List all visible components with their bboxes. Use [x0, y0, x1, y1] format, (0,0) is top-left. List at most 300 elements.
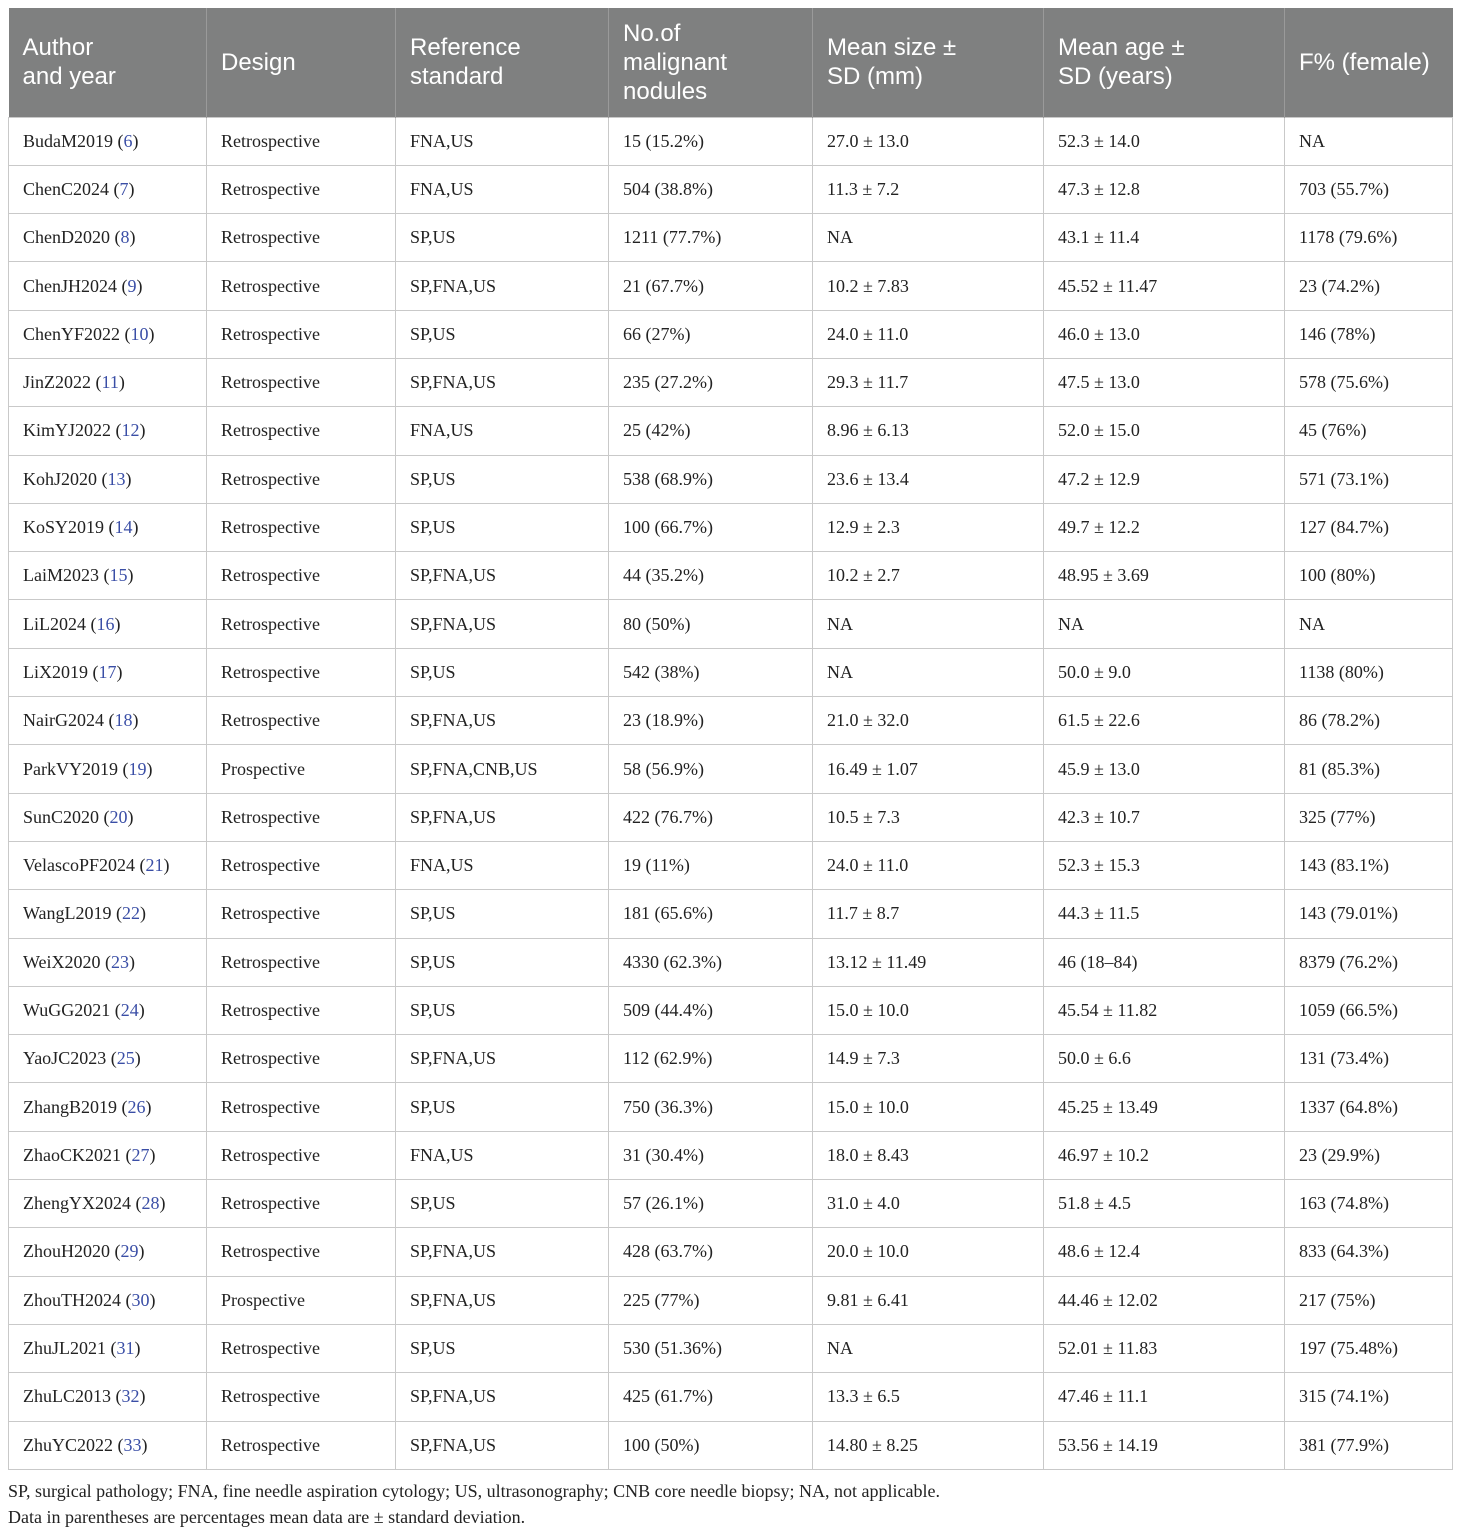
malignant-nodules-cell: 1211 (77.7%): [609, 214, 813, 262]
female-percent-cell: 8379 (76.2%): [1285, 938, 1453, 986]
column-header: [396, 8, 609, 117]
reference-standard-cell: SP,FNA,US: [396, 1373, 609, 1421]
malignant-nodules-cell: 530 (51.36%): [609, 1324, 813, 1372]
reference-standard-cell: SP,US: [396, 938, 609, 986]
reference-link[interactable]: 13: [107, 468, 126, 489]
female-percent-cell: 23 (29.9%): [1285, 1131, 1453, 1179]
author-name: ZhouH2020: [23, 1241, 110, 1262]
mean-age-cell: 47.46 ± 11.1: [1044, 1373, 1285, 1421]
mean-size-cell: 11.7 ± 8.7: [813, 890, 1044, 938]
reference-link[interactable]: 27: [131, 1144, 150, 1165]
reference-standard-cell: FNA,US: [396, 1131, 609, 1179]
column-header: [1044, 8, 1285, 117]
author-cell: [9, 552, 207, 600]
mean-size-cell: 14.80 ± 8.25: [813, 1421, 1044, 1469]
reference-standard-cell: SP,FNA,US: [396, 552, 609, 600]
table-row: [9, 455, 1453, 503]
ref-open-paren: (: [99, 565, 110, 586]
design-cell: Retrospective: [207, 938, 396, 986]
female-percent-cell: 381 (77.9%): [1285, 1421, 1453, 1469]
malignant-nodules-cell: 225 (77%): [609, 1276, 813, 1324]
author-cell: [9, 1421, 207, 1469]
ref-open-paren: (: [97, 468, 108, 489]
author-name: ZhuYC2022: [23, 1434, 113, 1455]
mean-size-cell: 20.0 ± 10.0: [813, 1228, 1044, 1276]
malignant-nodules-cell: 428 (63.7%): [609, 1228, 813, 1276]
female-percent-cell: 127 (84.7%): [1285, 503, 1453, 551]
design-cell: Retrospective: [207, 358, 396, 406]
malignant-nodules-cell: 100 (50%): [609, 1421, 813, 1469]
table-body: [9, 117, 1453, 1469]
author-name: KohJ2020: [23, 468, 98, 489]
female-percent-cell: 1337 (64.8%): [1285, 1083, 1453, 1131]
reference-link[interactable]: 7: [119, 178, 129, 199]
design-cell: Retrospective: [207, 793, 396, 841]
malignant-nodules-cell: 15 (15.2%): [609, 117, 813, 165]
malignant-nodules-cell: 538 (68.9%): [609, 455, 813, 503]
malignant-nodules-cell: 23 (18.9%): [609, 697, 813, 745]
reference-standard-cell: SP,FNA,US: [396, 793, 609, 841]
mean-size-cell: 14.9 ± 7.3: [813, 1035, 1044, 1083]
ref-open-paren: (: [91, 372, 102, 393]
ref-close-paren: ): [163, 855, 170, 876]
reference-link[interactable]: 26: [127, 1096, 146, 1117]
reference-link[interactable]: 31: [116, 1338, 135, 1359]
design-cell: Retrospective: [207, 1180, 396, 1228]
author-cell: [9, 793, 207, 841]
design-cell: Retrospective: [207, 1083, 396, 1131]
ref-close-paren: ): [114, 613, 121, 634]
reference-link[interactable]: 32: [121, 1386, 140, 1407]
malignant-nodules-cell: 58 (56.9%): [609, 745, 813, 793]
author-name: WangL2019: [23, 903, 112, 924]
reference-link[interactable]: 28: [141, 1193, 160, 1214]
mean-size-cell: 21.0 ± 32.0: [813, 697, 1044, 745]
author-cell: [9, 745, 207, 793]
ref-open-paren: (: [110, 227, 121, 248]
female-percent-cell: 81 (85.3%): [1285, 745, 1453, 793]
author-cell: [9, 1228, 207, 1276]
column-header-line: and year: [22, 63, 116, 91]
reference-link[interactable]: 12: [121, 420, 140, 441]
author-name: ZhengYX2024: [23, 1193, 131, 1214]
ref-close-paren: ): [136, 275, 143, 296]
ref-close-paren: ): [141, 1434, 148, 1455]
table-row: [9, 1276, 1453, 1324]
mean-size-cell: NA: [813, 600, 1044, 648]
malignant-nodules-cell: 44 (35.2%): [609, 552, 813, 600]
ref-open-paren: (: [111, 903, 123, 924]
mean-age-cell: 47.5 ± 13.0: [1044, 358, 1285, 406]
author-cell: [9, 1373, 207, 1421]
author-cell: [9, 407, 207, 455]
mean-age-cell: 43.1 ± 11.4: [1044, 214, 1285, 262]
reference-link[interactable]: 20: [109, 806, 128, 827]
reference-link[interactable]: 22: [122, 903, 141, 924]
author-cell: [9, 1324, 207, 1372]
table-row: [9, 1421, 1453, 1469]
ref-close-paren: ): [132, 710, 139, 731]
malignant-nodules-cell: 750 (36.3%): [609, 1083, 813, 1131]
mean-size-cell: 8.96 ± 6.13: [813, 407, 1044, 455]
column-header-line: malignant: [623, 48, 728, 76]
female-percent-cell: NA: [1285, 117, 1453, 165]
mean-size-cell: 13.12 ± 11.49: [813, 938, 1044, 986]
ref-close-paren: ): [128, 178, 135, 199]
author-cell: [9, 648, 207, 696]
reference-link[interactable]: 11: [101, 372, 119, 393]
author-cell: [9, 938, 207, 986]
ref-close-paren: ): [132, 130, 139, 151]
mean-age-cell: 42.3 ± 10.7: [1044, 793, 1285, 841]
ref-close-paren: ): [127, 806, 134, 827]
ref-open-paren: (: [111, 420, 122, 441]
author-cell: [9, 358, 207, 406]
ref-open-paren: (: [99, 806, 110, 827]
reference-link[interactable]: 16: [96, 613, 115, 634]
mean-size-cell: NA: [813, 648, 1044, 696]
reference-standard-cell: SP,FNA,US: [396, 1421, 609, 1469]
design-cell: Retrospective: [207, 1373, 396, 1421]
mean-age-cell: 52.3 ± 14.0: [1044, 117, 1285, 165]
female-percent-cell: 703 (55.7%): [1285, 165, 1453, 213]
ref-close-paren: ): [138, 999, 145, 1020]
reference-standard-cell: SP,US: [396, 1324, 609, 1372]
author-cell: [9, 214, 207, 262]
reference-standard-cell: FNA,US: [396, 165, 609, 213]
ref-open-paren: (: [86, 613, 97, 634]
mean-size-cell: 31.0 ± 4.0: [813, 1180, 1044, 1228]
mean-age-cell: 45.25 ± 13.49: [1044, 1083, 1285, 1131]
reference-standard-cell: FNA,US: [396, 407, 609, 455]
mean-age-cell: 52.0 ± 15.0: [1044, 407, 1285, 455]
female-percent-cell: 146 (78%): [1285, 310, 1453, 358]
reference-standard-cell: SP,US: [396, 455, 609, 503]
column-header: [813, 8, 1044, 117]
author-cell: [9, 1083, 207, 1131]
author-cell: [9, 262, 207, 310]
table-row: [9, 1035, 1453, 1083]
table-row: [9, 358, 1453, 406]
ref-open-paren: (: [106, 1338, 117, 1359]
column-header-line: Design: [221, 48, 296, 76]
ref-close-paren: ): [134, 1048, 141, 1069]
mean-size-cell: 12.9 ± 2.3: [813, 503, 1044, 551]
design-cell: Retrospective: [207, 1131, 396, 1179]
design-cell: Retrospective: [207, 1035, 396, 1083]
table-footnotes: [8, 1478, 940, 1530]
reference-link[interactable]: 21: [145, 855, 164, 876]
author-name: ZhuLC2013: [23, 1386, 111, 1407]
table-row: [9, 986, 1453, 1034]
ref-open-paren: (: [121, 1144, 132, 1165]
mean-age-cell: 50.0 ± 9.0: [1044, 648, 1285, 696]
female-percent-cell: 833 (64.3%): [1285, 1228, 1453, 1276]
reference-link[interactable]: 30: [131, 1289, 150, 1310]
table-row: [9, 1131, 1453, 1179]
female-percent-cell: 163 (74.8%): [1285, 1180, 1453, 1228]
female-percent-cell: 143 (79.01%): [1285, 890, 1453, 938]
ref-close-paren: ): [118, 372, 125, 393]
table-row: [9, 890, 1453, 938]
reference-link[interactable]: 29: [120, 1241, 139, 1262]
mean-size-cell: 13.3 ± 6.5: [813, 1373, 1044, 1421]
ref-close-paren: ): [138, 1241, 145, 1262]
ref-open-paren: (: [104, 517, 115, 538]
author-cell: [9, 165, 207, 213]
column-header: [609, 8, 813, 117]
mean-size-cell: 15.0 ± 10.0: [813, 986, 1044, 1034]
reference-standard-cell: SP,US: [396, 890, 609, 938]
ref-close-paren: ): [146, 758, 153, 779]
author-name: BudaM2019: [23, 130, 113, 151]
table-row: [9, 938, 1453, 986]
reference-link[interactable]: 25: [116, 1048, 135, 1069]
column-header-line: Mean size ±: [827, 34, 957, 62]
mean-size-cell: 9.81 ± 6.41: [813, 1276, 1044, 1324]
reference-link[interactable]: 6: [123, 130, 133, 151]
table-row: [9, 1083, 1453, 1131]
design-cell: Retrospective: [207, 117, 396, 165]
author-name: ZhuJL2021: [23, 1338, 106, 1359]
author-name: WuGG2021: [23, 999, 111, 1020]
reference-standard-cell: SP,FNA,CNB,US: [396, 745, 609, 793]
ref-open-paren: (: [110, 999, 121, 1020]
column-header-line: Mean age ±: [1058, 34, 1185, 62]
female-percent-cell: 143 (83.1%): [1285, 841, 1453, 889]
design-cell: Retrospective: [207, 165, 396, 213]
table-row: [9, 1180, 1453, 1228]
mean-size-cell: 10.2 ± 2.7: [813, 552, 1044, 600]
ref-close-paren: ): [132, 517, 139, 538]
table-row: [9, 841, 1453, 889]
column-header-line: standard: [410, 63, 504, 91]
author-cell: [9, 1035, 207, 1083]
column-header-line: SD (years): [1058, 63, 1173, 91]
reference-link[interactable]: 19: [128, 758, 147, 779]
mean-age-cell: 47.2 ± 12.9: [1044, 455, 1285, 503]
mean-age-cell: 45.54 ± 11.82: [1044, 986, 1285, 1034]
mean-size-cell: NA: [813, 214, 1044, 262]
footnote-abbreviations: SP, surgical pathology; FNA, fine needle aspiration cytology; US, ultrasonography; CNB core needle biopsy; NA, not applicable.: [8, 1481, 941, 1501]
design-cell: Retrospective: [207, 986, 396, 1034]
ref-open-paren: (: [117, 1096, 128, 1117]
column-header-line: nodules: [623, 77, 708, 105]
ref-close-paren: ): [139, 1386, 146, 1407]
ref-close-paren: ): [148, 323, 155, 344]
table-row: [9, 503, 1453, 551]
ref-open-paren: (: [113, 130, 124, 151]
reference-link[interactable]: 24: [120, 999, 139, 1020]
table-row: [9, 165, 1453, 213]
reference-link[interactable]: 18: [114, 710, 133, 731]
table-row: [9, 745, 1453, 793]
malignant-nodules-cell: 21 (67.7%): [609, 262, 813, 310]
mean-size-cell: 24.0 ± 11.0: [813, 310, 1044, 358]
female-percent-cell: 1178 (79.6%): [1285, 214, 1453, 262]
reference-standard-cell: SP,US: [396, 214, 609, 262]
mean-age-cell: 61.5 ± 22.6: [1044, 697, 1285, 745]
reference-link[interactable]: 10: [130, 323, 149, 344]
female-percent-cell: 86 (78.2%): [1285, 697, 1453, 745]
design-cell: Retrospective: [207, 262, 396, 310]
author-name: ChenD2020: [23, 227, 110, 248]
mean-age-cell: 46.97 ± 10.2: [1044, 1131, 1285, 1179]
reference-standard-cell: SP,FNA,US: [396, 600, 609, 648]
author-cell: [9, 503, 207, 551]
author-cell: [9, 1276, 207, 1324]
reference-standard-cell: SP,US: [396, 1083, 609, 1131]
column-header: [1285, 8, 1453, 117]
author-cell: [9, 455, 207, 503]
ref-open-paren: (: [103, 710, 115, 731]
reference-link[interactable]: 15: [109, 565, 128, 586]
column-header-line: Author: [22, 34, 94, 62]
mean-age-cell: 48.6 ± 12.4: [1044, 1228, 1285, 1276]
malignant-nodules-cell: 422 (76.7%): [609, 793, 813, 841]
reference-link[interactable]: 8: [120, 227, 130, 248]
column-header-line: F% (female): [1299, 48, 1430, 76]
reference-standard-cell: SP,US: [396, 648, 609, 696]
author-cell: [9, 890, 207, 938]
ref-close-paren: ): [134, 1338, 141, 1359]
mean-size-cell: 16.49 ± 1.07: [813, 745, 1044, 793]
malignant-nodules-cell: 425 (61.7%): [609, 1373, 813, 1421]
ref-open-paren: (: [88, 661, 99, 682]
mean-age-cell: 49.7 ± 12.2: [1044, 503, 1285, 551]
design-cell: Retrospective: [207, 1228, 396, 1276]
design-cell: Retrospective: [207, 841, 396, 889]
author-name: KimYJ2022: [23, 420, 112, 441]
reference-standard-cell: SP,FNA,US: [396, 1276, 609, 1324]
reference-standard-cell: SP,FNA,US: [396, 1228, 609, 1276]
mean-size-cell: 10.5 ± 7.3: [813, 793, 1044, 841]
reference-standard-cell: FNA,US: [396, 841, 609, 889]
mean-age-cell: 50.0 ± 6.6: [1044, 1035, 1285, 1083]
mean-size-cell: 29.3 ± 11.7: [813, 358, 1044, 406]
reference-standard-cell: FNA,US: [396, 117, 609, 165]
female-percent-cell: 571 (73.1%): [1285, 455, 1453, 503]
mean-age-cell: 53.56 ± 14.19: [1044, 1421, 1285, 1469]
footnote-data-note: Data in parentheses are percentages mean data are ± standard deviation.: [8, 1507, 526, 1527]
table-row: [9, 648, 1453, 696]
reference-link[interactable]: 33: [123, 1434, 142, 1455]
reference-link[interactable]: 17: [98, 661, 117, 682]
ref-open-paren: (: [118, 758, 129, 779]
author-name: ZhaoCK2021: [23, 1144, 121, 1165]
female-percent-cell: 315 (74.1%): [1285, 1373, 1453, 1421]
table-row: [9, 600, 1453, 648]
ref-open-paren: (: [130, 1193, 142, 1214]
author-name: SunC2020: [23, 806, 100, 827]
ref-open-paren: (: [110, 1241, 121, 1262]
author-name: WeiX2020: [23, 951, 101, 972]
column-header: [207, 8, 396, 117]
author-cell: [9, 600, 207, 648]
female-percent-cell: 45 (76%): [1285, 407, 1453, 455]
ref-close-paren: ): [127, 565, 134, 586]
author-name: ZhangB2019: [23, 1096, 117, 1117]
mean-age-cell: 52.3 ± 15.3: [1044, 841, 1285, 889]
reference-standard-cell: SP,US: [396, 503, 609, 551]
malignant-nodules-cell: 181 (65.6%): [609, 890, 813, 938]
ref-open-paren: (: [135, 855, 146, 876]
mean-size-cell: 18.0 ± 8.43: [813, 1131, 1044, 1179]
female-percent-cell: 100 (80%): [1285, 552, 1453, 600]
malignant-nodules-cell: 112 (62.9%): [609, 1035, 813, 1083]
author-name: JinZ2022: [23, 372, 92, 393]
malignant-nodules-cell: 66 (27%): [609, 310, 813, 358]
malignant-nodules-cell: 504 (38.8%): [609, 165, 813, 213]
malignant-nodules-cell: 57 (26.1%): [609, 1180, 813, 1228]
ref-close-paren: ): [149, 1144, 156, 1165]
table-row: [9, 552, 1453, 600]
reference-link[interactable]: 14: [114, 517, 133, 538]
ref-open-paren: (: [117, 275, 128, 296]
design-cell: Retrospective: [207, 455, 396, 503]
design-cell: Retrospective: [207, 648, 396, 696]
ref-open-paren: (: [100, 951, 112, 972]
table-row: [9, 1373, 1453, 1421]
design-cell: Retrospective: [207, 697, 396, 745]
mean-size-cell: 15.0 ± 10.0: [813, 1083, 1044, 1131]
reference-standard-cell: SP,FNA,US: [396, 358, 609, 406]
design-cell: Retrospective: [207, 310, 396, 358]
mean-size-cell: 27.0 ± 13.0: [813, 117, 1044, 165]
author-cell: [9, 841, 207, 889]
malignant-nodules-cell: 235 (27.2%): [609, 358, 813, 406]
ref-open-paren: (: [121, 1289, 132, 1310]
table-row: [9, 1324, 1453, 1372]
ref-close-paren: ): [145, 1096, 152, 1117]
mean-age-cell: 51.8 ± 4.5: [1044, 1180, 1285, 1228]
malignant-nodules-cell: 80 (50%): [609, 600, 813, 648]
mean-size-cell: 23.6 ± 13.4: [813, 455, 1044, 503]
mean-size-cell: 10.2 ± 7.83: [813, 262, 1044, 310]
reference-standard-cell: SP,US: [396, 310, 609, 358]
author-name: ZhouTH2024: [23, 1289, 121, 1310]
malignant-nodules-cell: 509 (44.4%): [609, 986, 813, 1034]
reference-link[interactable]: 23: [111, 951, 130, 972]
reference-link[interactable]: 9: [127, 275, 137, 296]
mean-age-cell: 45.9 ± 13.0: [1044, 745, 1285, 793]
female-percent-cell: 217 (75%): [1285, 1276, 1453, 1324]
malignant-nodules-cell: 25 (42%): [609, 407, 813, 455]
female-percent-cell: 578 (75.6%): [1285, 358, 1453, 406]
author-name: NairG2024: [23, 710, 104, 731]
ref-open-paren: (: [113, 1434, 124, 1455]
table-row: [9, 793, 1453, 841]
ref-open-paren: (: [106, 1048, 117, 1069]
reference-standard-cell: SP,FNA,US: [396, 697, 609, 745]
design-cell: Retrospective: [207, 1421, 396, 1469]
mean-size-cell: 11.3 ± 7.2: [813, 165, 1044, 213]
column-header-line: Reference: [410, 34, 521, 62]
ref-open-paren: (: [109, 178, 120, 199]
author-name: KoSY2019: [23, 517, 105, 538]
mean-age-cell: 47.3 ± 12.8: [1044, 165, 1285, 213]
table-row: [9, 117, 1453, 165]
reference-standard-cell: SP,FNA,US: [396, 1035, 609, 1083]
author-name: LiL2024: [23, 613, 86, 634]
author-name: VelascoPF2024: [23, 855, 135, 876]
mean-age-cell: 46.0 ± 13.0: [1044, 310, 1285, 358]
author-name: LaiM2023: [23, 565, 99, 586]
malignant-nodules-cell: 4330 (62.3%): [609, 938, 813, 986]
author-cell: [9, 1180, 207, 1228]
author-cell: [9, 310, 207, 358]
table-row: [9, 407, 1453, 455]
